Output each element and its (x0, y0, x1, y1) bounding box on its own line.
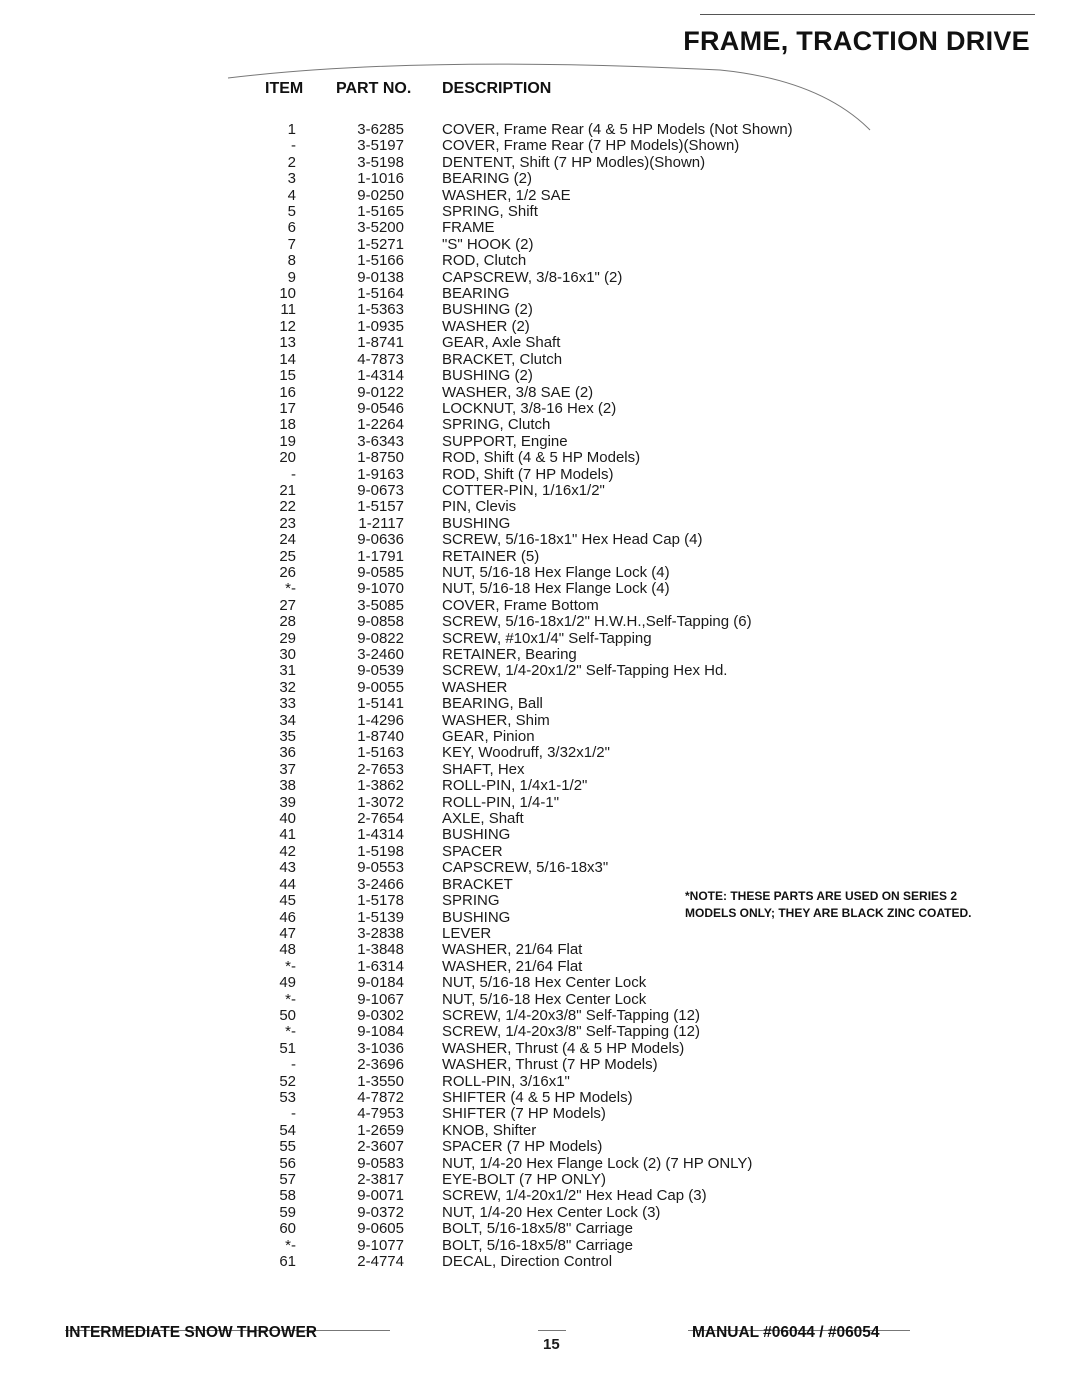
table-row (0, 827, 1080, 843)
part-number: 9-0372 (357, 1203, 404, 1221)
part-number: 9-0636 (357, 531, 404, 549)
footer-manual-number: MANUAL #06044 / #06054 (692, 1324, 880, 1341)
table-row (0, 1106, 1080, 1122)
item-number: 60 (279, 1220, 296, 1238)
footer-rule-page (538, 1330, 566, 1331)
part-description: BUSHING (2) (442, 367, 533, 385)
table-row (0, 549, 1080, 565)
table-row (0, 1024, 1080, 1040)
part-number: 4-7872 (357, 1088, 404, 1106)
part-description: FRAME (442, 219, 495, 237)
item-number: 42 (279, 842, 296, 860)
table-row (0, 992, 1080, 1008)
part-description: LEVER (442, 924, 492, 942)
part-number: 9-0585 (357, 563, 404, 581)
item-number: 14 (279, 350, 296, 368)
table-row (0, 253, 1080, 269)
part-number: 1-5139 (357, 908, 404, 926)
table-row (0, 516, 1080, 532)
item-number: 44 (279, 875, 296, 893)
part-description: BUSHING (442, 826, 511, 844)
item-number: - (291, 137, 296, 155)
part-description: WASHER (442, 678, 508, 696)
table-row (0, 188, 1080, 204)
item-number: 30 (279, 646, 296, 663)
table-row (0, 729, 1080, 745)
table-row (0, 417, 1080, 433)
part-description: SPRING, Shift (442, 203, 538, 221)
part-number: 9-0071 (357, 1187, 404, 1205)
part-description: DECAL, Direction Control (442, 1253, 613, 1271)
column-header-description: DESCRIPTION (442, 80, 552, 97)
table-row (0, 368, 1080, 384)
part-description: KNOB, Shifter (442, 1121, 537, 1139)
table-row (0, 598, 1080, 614)
part-description: SPACER (7 HP Models) (442, 1138, 603, 1156)
part-description: NUT, 5/16-18 Hex Flange Lock (4) (442, 563, 670, 581)
part-description: WASHER, 21/64 Flat (442, 941, 583, 959)
part-number: 1-5163 (357, 744, 404, 762)
part-number: 1-1016 (357, 170, 404, 188)
part-number: 1-8740 (357, 728, 404, 746)
part-number: 3-5198 (357, 153, 404, 171)
part-description: BUSHING (442, 514, 511, 532)
table-row (0, 1238, 1080, 1254)
part-number: 1-2264 (357, 416, 404, 434)
part-description: SCREW, 1/4-20x1/2" Hex Head Cap (3) (442, 1187, 707, 1205)
part-description: RETAINER, Bearing (442, 646, 577, 663)
item-number: 61 (279, 1253, 296, 1271)
table-row (0, 1221, 1080, 1237)
part-description: COVER, Frame Bottom (442, 596, 599, 614)
item-number: 40 (279, 810, 296, 828)
part-number: 1-5165 (357, 203, 404, 221)
item-number: 3 (287, 170, 296, 188)
part-description: ROLL-PIN, 3/16x1" (442, 1072, 570, 1090)
part-description: SPRING, Clutch (442, 416, 551, 434)
table-row (0, 1188, 1080, 1204)
item-number: 52 (279, 1072, 296, 1090)
table-row (0, 286, 1080, 302)
footer-product-title: INTERMEDIATE SNOW THROWER (65, 1324, 318, 1341)
part-description: RETAINER (5) (442, 547, 540, 565)
table-row (0, 926, 1080, 942)
part-description: SHAFT, Hex (442, 760, 525, 778)
item-number: 35 (279, 728, 296, 746)
part-number: 1-8750 (357, 449, 404, 467)
item-number: - (291, 1105, 296, 1123)
table-row (0, 1123, 1080, 1139)
item-number: 58 (279, 1187, 296, 1205)
part-number: 1-1791 (357, 547, 404, 565)
part-number: 1-5157 (357, 498, 404, 516)
item-number: 6 (287, 219, 296, 237)
table-row (0, 434, 1080, 450)
item-number: 13 (279, 334, 296, 352)
part-description: ROD, Clutch (442, 252, 527, 270)
item-number: 5 (287, 203, 296, 221)
item-number: 24 (279, 531, 296, 549)
part-description: WASHER, Thrust (4 & 5 HP Models) (442, 1039, 685, 1057)
item-number: 36 (279, 744, 296, 762)
part-number: 3-5200 (357, 219, 404, 237)
part-description: KEY, Woodruff, 3/32x1/2" (442, 744, 610, 762)
part-number: 3-2460 (357, 646, 404, 663)
part-number: 2-7654 (357, 810, 404, 828)
part-number: 1-5363 (357, 301, 404, 319)
item-number: 31 (279, 662, 296, 680)
table-row (0, 565, 1080, 581)
item-number: 29 (279, 629, 296, 647)
part-description: BOLT, 5/16-18x5/8" Carriage (442, 1236, 633, 1254)
part-number: 1-3862 (357, 777, 404, 795)
item-number: 45 (279, 892, 296, 910)
item-number: 19 (279, 432, 296, 450)
item-number: - (291, 465, 296, 483)
table-row (0, 614, 1080, 630)
part-number: 9-0858 (357, 613, 404, 631)
part-description: LOCKNUT, 3/8-16 Hex (2) (442, 399, 617, 417)
part-number: 1-5166 (357, 252, 404, 270)
item-number: 43 (279, 859, 296, 877)
part-number: 2-3696 (357, 1056, 404, 1074)
table-row (0, 270, 1080, 286)
item-number: - (291, 1056, 296, 1074)
page-title: FRAME, TRACTION DRIVE (683, 26, 1030, 56)
part-description: WASHER, Shim (442, 711, 550, 729)
table-row (0, 581, 1080, 597)
part-description: WASHER, 1/2 SAE (442, 186, 571, 204)
part-description: WASHER, 3/8 SAE (2) (442, 383, 594, 401)
part-description: WASHER, Thrust (7 HP Models) (442, 1056, 658, 1074)
table-row (0, 959, 1080, 975)
part-number: 9-0539 (357, 662, 404, 680)
table-row (0, 696, 1080, 712)
table-row (0, 532, 1080, 548)
part-description: SCREW, 1/4-20x3/8" Self-Tapping (12) (442, 1023, 700, 1041)
part-number: 2-7653 (357, 760, 404, 778)
table-row (0, 171, 1080, 187)
item-number: 37 (279, 760, 296, 778)
part-description: GEAR, Pinion (442, 728, 535, 746)
part-description: SUPPORT, Engine (442, 432, 568, 450)
part-description: BEARING, Ball (442, 695, 543, 713)
part-description: SCREW, 5/16-18x1/2" H.W.H.,Self-Tapping (6) (442, 613, 752, 631)
part-description: BUSHING (2) (442, 301, 533, 319)
table-row (0, 155, 1080, 171)
part-number: 3-5197 (357, 137, 404, 155)
part-number: 1-4314 (357, 367, 404, 385)
parts-list (0, 122, 1080, 1270)
table-row (0, 138, 1080, 154)
part-description: PIN, Clevis (442, 498, 517, 516)
part-description: BRACKET, Clutch (442, 350, 563, 368)
item-number: *- (285, 580, 296, 598)
item-number: 46 (279, 908, 296, 926)
part-number: 1-3550 (357, 1072, 404, 1090)
part-number: 3-6285 (357, 121, 404, 138)
table-row (0, 942, 1080, 958)
part-description: COVER, Frame Rear (4 & 5 HP Models (Not Shown) (442, 121, 793, 138)
part-number: 2-4774 (357, 1253, 404, 1271)
part-number: 9-1084 (357, 1023, 404, 1041)
part-number: 1-8741 (357, 334, 404, 352)
item-number: 1 (287, 121, 296, 138)
part-number: 3-6343 (357, 432, 404, 450)
part-number: 9-0553 (357, 859, 404, 877)
part-number: 1-5198 (357, 842, 404, 860)
table-row (0, 745, 1080, 761)
part-description: ROLL-PIN, 1/4x1-1/2" (442, 777, 588, 795)
part-number: 9-0184 (357, 974, 404, 992)
item-number: 50 (279, 1006, 296, 1024)
table-row (0, 1008, 1080, 1024)
column-header-item: ITEM (265, 80, 304, 97)
item-number: 2 (287, 153, 296, 171)
table-row (0, 401, 1080, 417)
part-number: 1-3072 (357, 793, 404, 811)
part-description: NUT, 5/16-18 Hex Center Lock (442, 990, 647, 1008)
part-number: 9-1070 (357, 580, 404, 598)
table-row (0, 335, 1080, 351)
part-description: WASHER, 21/64 Flat (442, 957, 583, 975)
part-number: 1-4296 (357, 711, 404, 729)
item-number: 26 (279, 563, 296, 581)
part-number: 9-0122 (357, 383, 404, 401)
part-number: 9-1077 (357, 1236, 404, 1254)
part-number: 1-3848 (357, 941, 404, 959)
item-number: 49 (279, 974, 296, 992)
part-description: BEARING (2) (442, 170, 533, 188)
item-number: 15 (279, 367, 296, 385)
part-number: 9-0673 (357, 481, 404, 499)
item-number: 12 (279, 317, 296, 335)
part-description: COVER, Frame Rear (7 HP Models)(Shown) (442, 137, 740, 155)
item-number: 39 (279, 793, 296, 811)
part-number: 4-7953 (357, 1105, 404, 1123)
part-number: 1-9163 (357, 465, 404, 483)
item-number: 9 (287, 268, 296, 286)
table-row (0, 795, 1080, 811)
item-number: 18 (279, 416, 296, 434)
part-number: 1-6314 (357, 957, 404, 975)
item-number: *- (285, 990, 296, 1008)
table-row (0, 647, 1080, 663)
table-row (0, 122, 1080, 138)
part-number: 1-0935 (357, 317, 404, 335)
table-row (0, 1254, 1080, 1270)
part-description: SPRING (442, 892, 500, 910)
part-number: 3-5085 (357, 596, 404, 614)
part-description: SHIFTER (7 HP Models) (442, 1105, 606, 1123)
table-row (0, 499, 1080, 515)
table-row (0, 319, 1080, 335)
table-row (0, 302, 1080, 318)
part-description: BRACKET (442, 875, 513, 893)
part-number: 9-0055 (357, 678, 404, 696)
item-number: 22 (279, 498, 296, 516)
item-number: 51 (279, 1039, 296, 1057)
table-row (0, 467, 1080, 483)
item-number: 21 (279, 481, 296, 499)
table-row (0, 204, 1080, 220)
table-row (0, 860, 1080, 876)
item-number: 59 (279, 1203, 296, 1221)
part-description: ROLL-PIN, 1/4-1" (442, 793, 560, 811)
part-description: AXLE, Shaft (442, 810, 524, 828)
table-row (0, 1139, 1080, 1155)
part-number: 9-0302 (357, 1006, 404, 1024)
part-number: 1-5178 (357, 892, 404, 910)
item-number: 17 (279, 399, 296, 417)
item-number: 38 (279, 777, 296, 795)
part-number: 9-0822 (357, 629, 404, 647)
part-description: SCREW, 1/4-20x3/8" Self-Tapping (12) (442, 1006, 700, 1024)
item-number: 47 (279, 924, 296, 942)
part-number: 9-0138 (357, 268, 404, 286)
item-number: 32 (279, 678, 296, 696)
table-row (0, 1156, 1080, 1172)
item-number: 11 (280, 301, 296, 319)
table-row (0, 237, 1080, 253)
part-description: SPACER (442, 842, 503, 860)
item-number: 23 (279, 514, 296, 532)
part-description: NUT, 5/16-18 Hex Center Lock (442, 974, 647, 992)
part-number: 1-2659 (357, 1121, 404, 1139)
item-number: *- (285, 957, 296, 975)
part-number: 3-2838 (357, 924, 404, 942)
part-description: BEARING (442, 285, 510, 303)
item-number: 8 (287, 252, 296, 270)
part-number: 1-5141 (357, 695, 404, 713)
table-row (0, 844, 1080, 860)
part-description: SHIFTER (4 & 5 HP Models) (442, 1088, 633, 1106)
part-description: COTTER-PIN, 1/16x1/2" (442, 481, 605, 499)
part-number: 3-2466 (357, 875, 404, 893)
item-number: 28 (279, 613, 296, 631)
table-row (0, 975, 1080, 991)
part-description: SCREW, 5/16-18x1" Hex Head Cap (4) (442, 531, 703, 549)
part-number: 1-2117 (358, 514, 404, 532)
part-description: ROD, Shift (4 & 5 HP Models) (442, 449, 641, 467)
table-row (0, 663, 1080, 679)
part-description: ROD, Shift (7 HP Models) (442, 465, 614, 483)
item-number: 16 (279, 383, 296, 401)
item-number: 57 (279, 1171, 296, 1188)
part-description: NUT, 1/4-20 Hex Center Lock (3) (442, 1203, 661, 1221)
item-number: 20 (279, 449, 296, 467)
table-row (0, 713, 1080, 729)
part-number: 9-0583 (357, 1154, 404, 1172)
part-description: EYE-BOLT (7 HP ONLY) (442, 1171, 606, 1188)
item-number: 25 (279, 547, 296, 565)
part-description: NUT, 5/16-18 Hex Flange Lock (4) (442, 580, 670, 598)
item-number: 48 (279, 941, 296, 959)
part-number: 9-0250 (357, 186, 404, 204)
item-number: 41 (279, 826, 296, 844)
item-number: *- (285, 1023, 296, 1041)
table-row (0, 1205, 1080, 1221)
item-number: 33 (279, 695, 296, 713)
table-row (0, 352, 1080, 368)
series-note: *NOTE: THESE PARTS ARE USED ON SERIES 2 MODELS ONLY; THEY ARE BLACK ZINC COATED. (685, 889, 972, 920)
table-row (0, 1172, 1080, 1188)
part-description: CAPSCREW, 5/16-18x3" (442, 859, 609, 877)
table-row (0, 762, 1080, 778)
part-description: BUSHING (442, 908, 511, 926)
item-number: *- (285, 1236, 296, 1254)
table-row (0, 450, 1080, 466)
item-number: 7 (287, 235, 296, 253)
part-number: 2-3607 (357, 1138, 404, 1156)
part-number: 3-1036 (357, 1039, 404, 1057)
item-number: 54 (279, 1121, 296, 1139)
part-description: WASHER (2) (442, 317, 530, 335)
table-row (0, 385, 1080, 401)
table-row (0, 680, 1080, 696)
part-number: 9-0605 (357, 1220, 404, 1238)
part-number: 1-4314 (357, 826, 404, 844)
table-row (0, 1057, 1080, 1073)
table-row (0, 1041, 1080, 1057)
title-rule (700, 14, 1035, 15)
page-number: 15 (543, 1336, 560, 1353)
table-row (0, 1090, 1080, 1106)
part-number: 1-5271 (357, 235, 404, 253)
part-number: 9-0546 (357, 399, 404, 417)
part-description: SCREW, 1/4-20x1/2" Self-Tapping Hex Hd. (442, 662, 728, 680)
part-number: 9-1067 (357, 990, 404, 1008)
item-number: 10 (279, 285, 296, 303)
item-number: 34 (279, 711, 296, 729)
table-row (0, 631, 1080, 647)
part-number: 1-5164 (357, 285, 404, 303)
table-row (0, 220, 1080, 236)
part-description: DENTENT, Shift (7 HP Modles)(Shown) (442, 153, 706, 171)
part-description: CAPSCREW, 3/8-16x1" (2) (442, 268, 623, 286)
table-row (0, 811, 1080, 827)
part-number: 2-3817 (357, 1171, 404, 1188)
part-number: 4-7873 (357, 350, 404, 368)
table-row (0, 1074, 1080, 1090)
table-row (0, 778, 1080, 794)
item-number: 27 (279, 596, 296, 614)
part-description: BOLT, 5/16-18x5/8" Carriage (442, 1220, 633, 1238)
part-description: NUT, 1/4-20 Hex Flange Lock (2) (7 HP ONLY) (442, 1154, 753, 1172)
part-description: "S" HOOK (2) (442, 235, 534, 253)
part-description: SCREW, #10x1/4" Self-Tapping (442, 629, 652, 647)
item-number: 56 (279, 1154, 296, 1172)
table-row (0, 483, 1080, 499)
item-number: 53 (279, 1088, 296, 1106)
item-number: 55 (279, 1138, 296, 1156)
part-description: GEAR, Axle Shaft (442, 334, 561, 352)
item-number: 4 (287, 186, 296, 204)
column-header-part-no: PART NO. (336, 80, 412, 97)
